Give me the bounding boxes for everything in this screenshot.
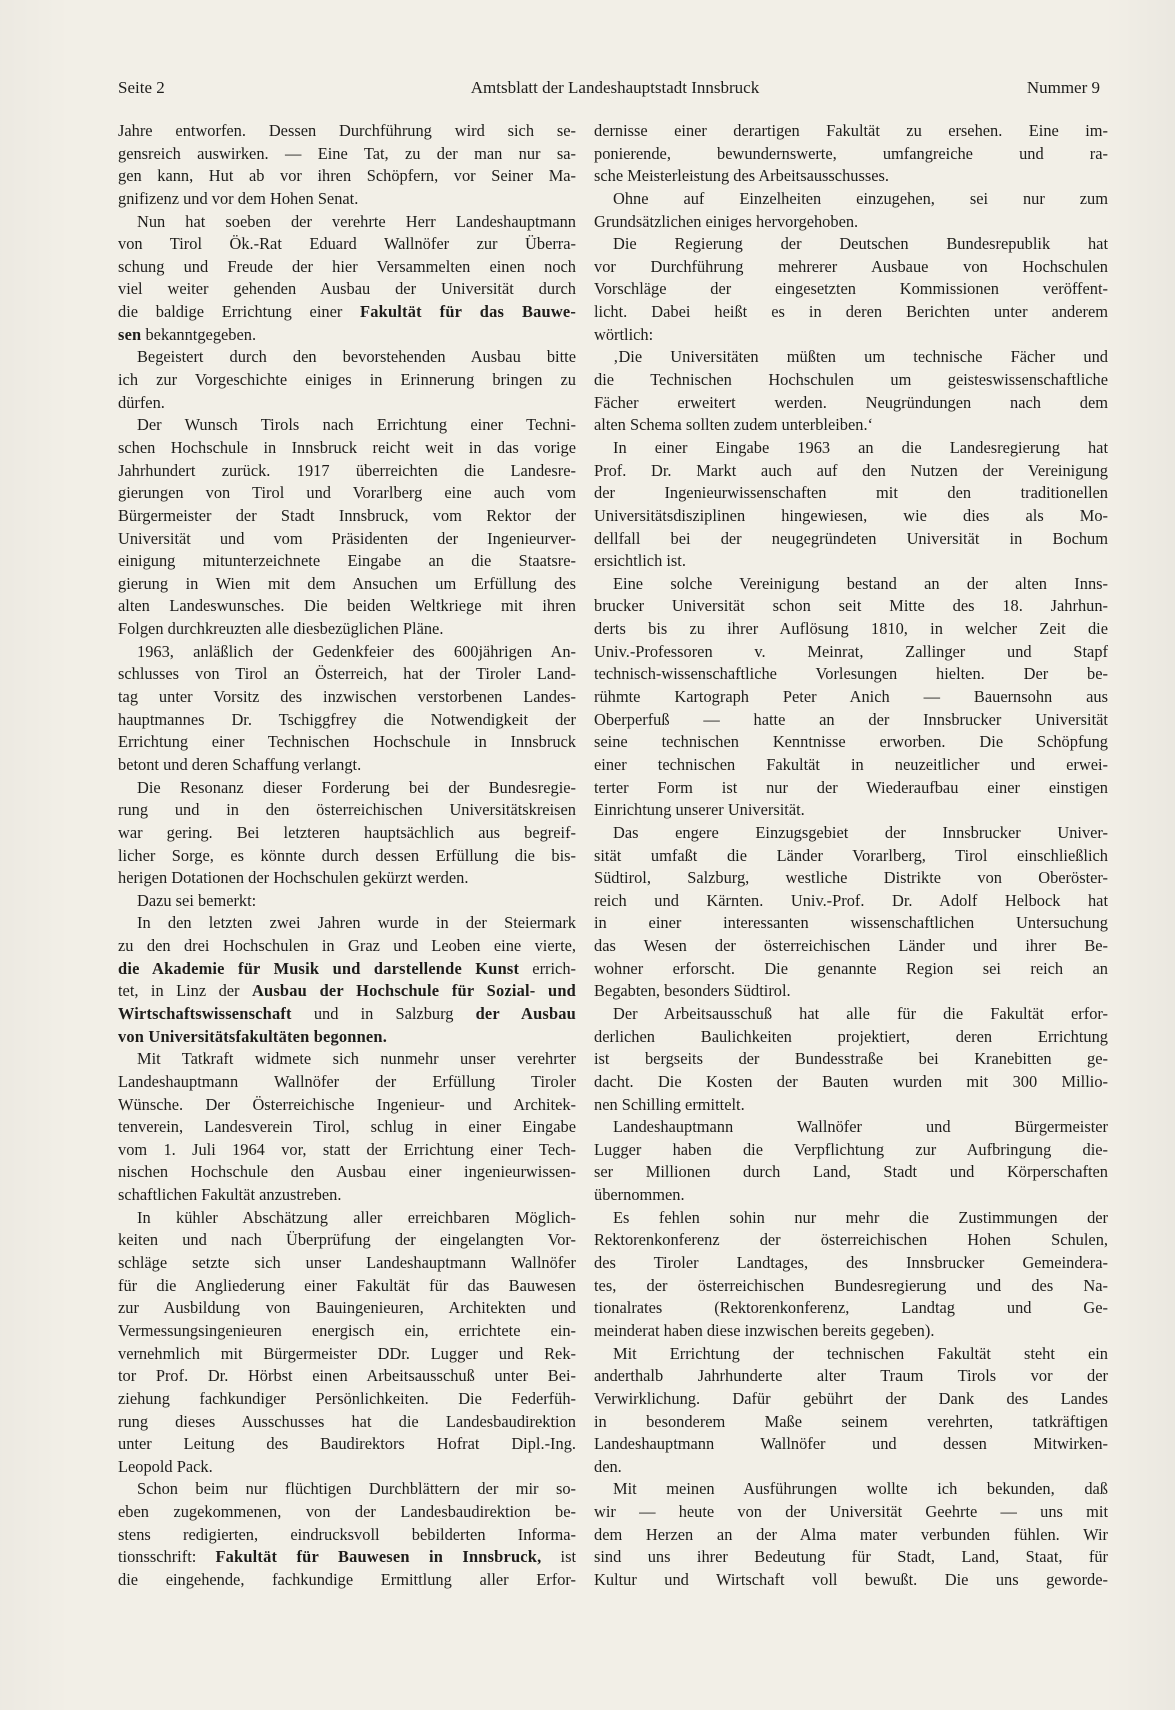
- text-line: Leopold Pack.: [118, 1456, 213, 1476]
- text-line: herigen Dotationen der Hochschulen gekürzt werden.: [118, 868, 469, 888]
- text-line: den.: [594, 1456, 622, 1476]
- text-line: für die Angliederung einer Fakultät für das Bauwesen: [118, 1275, 576, 1295]
- text-line: Die Resonanz dieser Forderung bei der Bundesregie-: [137, 777, 576, 797]
- publication-title: Amtsblatt der Landeshauptstadt Innsbruck: [470, 78, 760, 97]
- text-line: gen kann, Hut ab vor ihren Schöpfern, vor Seiner Ma-: [118, 166, 576, 186]
- text-line: tes, der österreichischen Bundesregierung und des Na-: [594, 1275, 1108, 1295]
- text-line: von Tirol Ök.-Rat Eduard Wallnöfer zur Überra-: [118, 234, 576, 254]
- text-line: Nun hat soeben der verehrte Herr Landeshauptmann: [137, 211, 576, 231]
- paragraph: [118, 912, 576, 1048]
- text-line: meinderat haben diese inzwischen bereits gegeben).: [594, 1320, 935, 1340]
- text-line: Mit Tatkraft widmete sich nunmehr unser verehrter: [137, 1049, 576, 1069]
- issue-number: Nummer 9: [1026, 78, 1100, 97]
- text-line: gnifizenz und vor dem Hohen Senat.: [118, 188, 359, 208]
- text-line: In einer Eingabe 1963 an die Landesregierung hat: [613, 437, 1108, 457]
- text-line: unter Leitung des Baudirektors Hofrat Dipl.-Ing.: [118, 1434, 576, 1454]
- text-line: ersichtlich ist.: [594, 551, 686, 571]
- paragraph: [118, 890, 576, 913]
- text-line: einer technischen Fakultät in neuzeitlicher und erwei-: [594, 754, 1108, 774]
- paragraph: [594, 188, 1108, 233]
- text-line: derts bis zu ihrer Auflösung 1810, in welcher Zeit die: [594, 619, 1108, 639]
- text-run: tet, in Linz der: [118, 981, 252, 1001]
- text-line: ich zur Vorgeschichte einiges in Erinnerung bringen zu: [118, 370, 576, 390]
- text-line: betont und deren Schaffung verlangt.: [118, 754, 362, 774]
- text-line: stens redigierten, eindrucksvoll bebilderten Informa-: [118, 1524, 576, 1544]
- text-line: Errichtung einer Technischen Hochschule in Innsbruck: [118, 732, 576, 752]
- bold-text: sen: [118, 324, 142, 344]
- text-line: Prof. Dr. Markt auch auf den Nutzen der Vereinigung: [594, 460, 1108, 480]
- text-line: brucker Universität schon seit Mitte des 18. Jahrhun-: [594, 596, 1108, 616]
- text-line: sche Meisterleistung des Arbeitsausschusses.: [594, 166, 889, 186]
- text-line: licher Sorge, es könnte durch dessen Erfüllung die bis-: [118, 845, 576, 865]
- paragraph: [594, 1478, 1108, 1591]
- text-run: die baldige Errichtung einer: [118, 302, 361, 322]
- paragraph: [118, 1207, 576, 1479]
- text-line: in einer interessanten wissenschaftlichen Untersuchung: [594, 913, 1108, 933]
- text-line: Kultur und Wirtschaft voll bewußt. Die uns geworde-: [594, 1570, 1108, 1589]
- text-line: Mit meinen Ausführungen wollte ich bekunden, daß: [613, 1479, 1108, 1499]
- text-line: Jahre entworfen. Dessen Durchführung wird sich se-: [118, 121, 576, 140]
- page-number: Seite 2: [118, 78, 165, 97]
- paragraph: [594, 822, 1108, 1003]
- text-line: Universitätsdisziplinen hingewiesen, wie dies als Mo-: [594, 505, 1108, 525]
- paragraph: [118, 641, 576, 777]
- text-line: einigung mitunterzeichnete Eingabe an die Staatsre-: [118, 551, 576, 571]
- text-line: eben zugekommenen, von der Landesbaudirektion be-: [118, 1502, 576, 1522]
- text-line: schläge setzte sich unser Landeshauptmann Wallnöfer: [118, 1253, 576, 1273]
- text-line: Eine solche Vereinigung bestand an der alten Inns-: [613, 573, 1108, 593]
- text-line: Der Arbeitsausschuß hat alle für die Fakultät erfor-: [613, 1003, 1108, 1023]
- text-line: Landeshauptmann Wallnöfer der Erfüllung Tiroler: [118, 1071, 576, 1091]
- text-line: Südtirol, Salzburg, westliche Distrikte von Oberöster-: [594, 868, 1108, 888]
- page-header: [118, 76, 1100, 100]
- text-line: hauptmannes Dr. Tschiggfrey die Notwendigkeit der: [118, 709, 576, 729]
- paragraph: [118, 120, 576, 211]
- text-line: schen Hochschule in Innsbruck reicht weit in das vorige: [118, 437, 576, 457]
- text-line: keiten und nach Überprüfung der eingelangten Vor-: [118, 1230, 576, 1250]
- text-line: Fächer erweitert werden. Neugründungen nach dem: [594, 392, 1108, 412]
- paragraph: [594, 1003, 1108, 1116]
- text-line: Der Wunsch Tirols nach Errichtung einer Techni-: [137, 415, 576, 435]
- text-line: vernehmlich mit Bürgermeister DDr. Lugger und Rek-: [118, 1343, 576, 1363]
- text-line: Wünsche. Der Österreichische Ingenieur- und Architek-: [118, 1094, 576, 1114]
- text-line: reich und Kärnten. Univ.-Prof. Dr. Adolf Helbock hat: [594, 890, 1108, 910]
- text-line: Die Regierung der Deutschen Bundesrepublik hat: [613, 234, 1108, 254]
- text-line: ponierende, bewundernswerte, umfangreiche und ra-: [594, 143, 1108, 163]
- text-line: schlusses von Tirol an Österreich, hat der Tiroler Land-: [118, 664, 576, 684]
- text-line: derlichen Baulichkeiten projektiert, deren Errichtung: [594, 1026, 1108, 1046]
- text-line: terter Form ist nur der Wiederaufbau einer einstigen: [594, 777, 1108, 797]
- text-line: Rektorenkonferenz der österreichischen Hohen Schulen,: [594, 1230, 1108, 1250]
- paragraph: [118, 346, 576, 414]
- text-line: dacht. Die Kosten der Bauten wurden mit 300 Millio-: [594, 1071, 1108, 1091]
- text-line: Grundsätzlichen einiges hervorgehoben.: [594, 211, 859, 231]
- text-line: die eingehende, fachkundige Ermittlung aller Erfor-: [118, 1570, 576, 1589]
- text-line: vor Durchführung mehrerer Ausbaue von Hochschulen: [594, 256, 1108, 276]
- bold-text: Fakultät für das Bauwe-: [360, 302, 576, 322]
- text-line: sität umfaßt die Länder Vorarlberg, Tirol einschließlich: [594, 845, 1108, 865]
- text-line: Jahrhundert zurück. 1917 überreichten die Landesre-: [118, 460, 576, 480]
- text-line: ist bergseits der Bundesstraße bei Kranebitten ge-: [594, 1049, 1108, 1069]
- paragraph: [118, 777, 576, 890]
- bold-text: Fakultät für Bauwesen in Innsbruck,: [215, 1547, 542, 1567]
- bold-text: der Ausbau: [475, 1003, 576, 1023]
- text-line: Begabten, besonders Südtirol.: [594, 981, 791, 1001]
- text-line: Dazu sei bemerkt:: [137, 890, 257, 910]
- text-line: Landeshauptmann Wallnöfer und Bürgermeister: [613, 1117, 1108, 1137]
- text-line: war gering. Bei letzteren hauptsächlich aus begreif-: [118, 822, 576, 842]
- text-line: dellfall bei der neugegründeten Universität in Bochum: [594, 528, 1108, 548]
- text-line: [118, 301, 576, 324]
- text-line: schaftlichen Fakultät anzustreben.: [118, 1185, 342, 1205]
- text-line: Folgen durchkreuzten alle diesbezüglichen Pläne.: [118, 619, 444, 639]
- text-line: in besonderem Maße seinem verehrten, tatkräftigen: [594, 1411, 1108, 1431]
- text-line: rung und in den österreichischen Universitätskreisen: [118, 800, 576, 820]
- bold-text: Ausbau der Hochschule für Sozial- und: [251, 981, 576, 1001]
- text-line: wohner erforscht. Die genannte Region sei reich an: [594, 958, 1108, 978]
- text-line: ‚Die Universitäten müßten um technische Fächer und: [613, 347, 1108, 367]
- text-line: nischen Hochschule den Ausbau einer ingenieurwissen-: [118, 1162, 576, 1182]
- text-run: tionsschrift:: [118, 1547, 216, 1567]
- paragraph: [118, 1048, 576, 1206]
- text-line: viel weiter gehenden Ausbau der Universität durch: [118, 279, 576, 299]
- text-line: der Ingenieurwissenschaften mit den traditionellen: [594, 483, 1108, 503]
- text-line: gierung in Wien mit dem Ansuchen um Erfüllung des: [118, 573, 576, 593]
- text-line: Vermessungsingenieuren energisch ein, errichtete ein-: [118, 1320, 576, 1340]
- text-line: tenverein, Landesverein Tirol, schlug in einer Eingabe: [118, 1117, 576, 1137]
- text-line: In kühler Abschätzung aller erreichbaren Möglich-: [137, 1207, 576, 1227]
- text-line: dürfen.: [118, 392, 165, 412]
- text-line: technisch-wissenschaftliche Vorlesungen hielten. Der be-: [594, 664, 1108, 684]
- text-line: Oberperfuß — hatte an der Innsbrucker Universität: [594, 709, 1108, 729]
- text-line: wir — heute von der Universität Geehrte — uns mit: [594, 1502, 1108, 1522]
- text-line: tionalrates (Rektorenkonferenz, Landtag und Ge-: [594, 1298, 1108, 1318]
- text-line: tor Prof. Dr. Hörbst einen Arbeitsausschuß unter Bei-: [118, 1366, 576, 1386]
- paragraph: [118, 414, 576, 640]
- text-line: [118, 324, 576, 347]
- text-run: ist: [541, 1547, 577, 1567]
- text-line: das Wesen der österreichischen Länder und ihrer Be-: [594, 936, 1108, 956]
- text-line: Ohne auf Einzelheiten einzugehen, sei nur zum: [613, 188, 1108, 208]
- text-line: Universität und vom Präsidenten der Ingenieurver-: [118, 528, 576, 548]
- text-line: [118, 980, 576, 1003]
- text-line: nen Schilling ermittelt.: [594, 1094, 745, 1114]
- text-line: Landeshauptmann Wallnöfer und dessen Mitwirken-: [594, 1434, 1108, 1454]
- text-line: licht. Dabei heißt es in deren Berichten unter anderem: [594, 302, 1108, 322]
- text-run: errich-: [519, 958, 576, 978]
- bold-text: Wirtschaftswissenschaft: [118, 1003, 292, 1023]
- text-line: sind uns ihrer Bedeutung für Stadt, Land, Staat, für: [594, 1547, 1108, 1567]
- text-line: alten Schema sollten zudem unterbleiben.‘: [594, 415, 874, 435]
- text-line: Lugger haben die Verpflichtung zur Aufbringung die-: [594, 1139, 1108, 1159]
- text-line: In den letzten zwei Jahren wurde in der Steiermark: [137, 913, 576, 933]
- paragraph: [594, 437, 1108, 573]
- paragraph: [594, 573, 1108, 822]
- paragraph: [594, 1207, 1108, 1343]
- text-line: gierungen von Tirol und Vorarlberg eine auch vom: [118, 483, 576, 503]
- text-line: dem Herzen an der Alma mater verbunden fühlen. Wir: [594, 1524, 1108, 1544]
- text-line: Univ.-Professoren v. Meinrat, Zallinger und Stapf: [594, 641, 1108, 661]
- text-line: Bürgermeister der Stadt Innsbruck, vom Rektor der: [118, 505, 576, 525]
- bold-text: von Universitätsfakultäten begonnen.: [118, 1026, 388, 1046]
- right-column: [594, 120, 1108, 1592]
- text-line: 1963, anläßlich der Gedenkfeier des 600jährigen An-: [137, 641, 576, 661]
- text-line: Das engere Einzugsgebiet der Innsbrucker Univer-: [613, 822, 1108, 842]
- text-line: rung dieses Ausschusses hat die Landesbaudirektion: [118, 1411, 576, 1431]
- text-line: Es fehlen sohin nur mehr die Zustimmungen der: [613, 1207, 1108, 1227]
- left-column: [118, 120, 576, 1592]
- paragraph: [594, 233, 1108, 346]
- text-line: wörtlich:: [594, 324, 654, 344]
- text-line: [118, 1026, 576, 1049]
- text-line: tag unter Vorsitz des inzwischen verstorbenen Landes-: [118, 687, 576, 707]
- paragraph: [594, 120, 1108, 188]
- text-line: rühmte Kartograph Peter Anich — Bauernsohn aus: [594, 687, 1108, 707]
- bold-text: die Akademie für Musik und darstellende Kunst: [118, 958, 520, 978]
- text-line: die Technischen Hochschulen um geisteswissenschaftliche: [594, 370, 1108, 390]
- text-run: bekanntgegeben.: [141, 324, 257, 344]
- text-line: [118, 958, 576, 981]
- paragraph: [118, 211, 576, 347]
- text-line: Verwirklichung. Dafür gebührt der Dank des Landes: [594, 1388, 1108, 1408]
- text-line: Schon beim nur flüchtigen Durchblättern der mir so-: [137, 1479, 576, 1499]
- text-line: seine technischen Kenntnisse erworben. Die Schöpfung: [594, 732, 1108, 752]
- text-line: alten Landeswunsches. Die beiden Weltkriege mit ihren: [118, 596, 576, 616]
- paragraph: [594, 1116, 1108, 1207]
- text-line: [118, 1003, 576, 1026]
- text-line: ziehung fachkundiger Persönlichkeiten. Die Federfüh-: [118, 1388, 576, 1408]
- text-line: Mit Errichtung der technischen Fakultät steht ein: [613, 1343, 1108, 1363]
- text-line: ser Millionen durch Land, Stadt und Körperschaften: [594, 1162, 1108, 1182]
- text-run: und in Salzburg: [291, 1003, 476, 1023]
- text-line: zu den drei Hochschulen in Graz und Leoben eine vierte,: [118, 936, 576, 956]
- text-line: vom 1. Juli 1964 vor, statt der Errichtung einer Tech-: [118, 1139, 576, 1159]
- text-line: schung und Freude der hier Versammelten einen noch: [118, 256, 576, 276]
- paragraph: [594, 1343, 1108, 1479]
- text-line: übernommen.: [594, 1185, 685, 1205]
- text-line: Einrichtung unserer Universität.: [594, 800, 805, 820]
- paragraph: [118, 1478, 576, 1591]
- text-line: Begeistert durch den bevorstehenden Ausbau bitte: [137, 347, 576, 367]
- text-line: [118, 1546, 576, 1569]
- text-line: des Tiroler Landtages, des Innsbrucker Gemeindera-: [594, 1253, 1108, 1273]
- text-line: anderthalb Jahrhunderte alter Traum Tirols vor der: [594, 1366, 1108, 1386]
- text-line: gensreich auswirken. — Eine Tat, zu der man nur sa-: [118, 143, 576, 163]
- text-line: Vorschläge der eingesetzten Kommissionen veröffent-: [594, 279, 1108, 299]
- text-line: zur Ausbildung von Bauingenieuren, Architekten und: [118, 1298, 576, 1318]
- text-line: dernisse einer derartigen Fakultät zu ersehen. Eine im-: [594, 121, 1108, 140]
- paragraph: [594, 346, 1108, 437]
